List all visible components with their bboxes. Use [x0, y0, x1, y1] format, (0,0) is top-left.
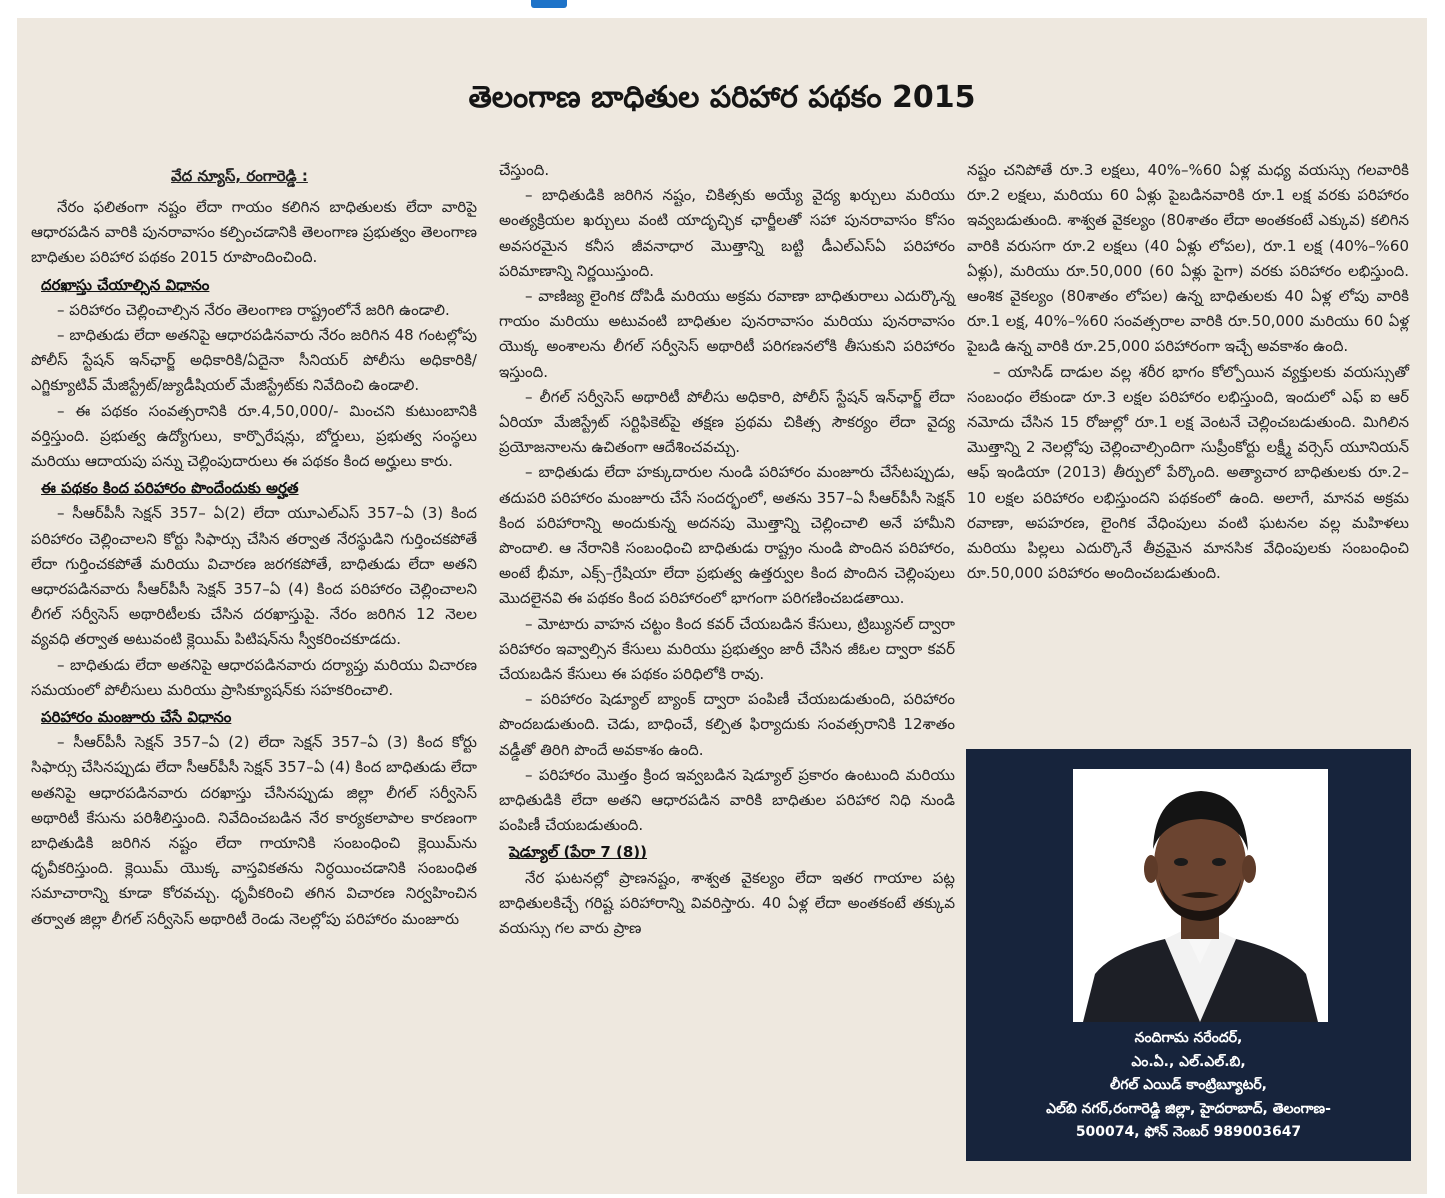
author-name: నందిగామ నరేందర్, [1134, 1030, 1243, 1046]
column-2-body [499, 158, 955, 941]
article-paragraph: – పరిహారం షెడ్యూల్ బ్యాంక్ ద్వారా పంపిణీ చేయబడుతుంది, పరిహారం పొందబడుతుంది. చెడు, బాధించే, కల్పిత ఫిర్యాదుకు సంవత్సరానికి 12శాతం వడ్డీతో తిరిగి పొందే అవకాశం ఉంది. [499, 690, 955, 759]
article-paragraph: – బాధితుడు లేదా అతనిపై ఆధారపడినవారు నేరం జరిగిన 48 గంటల్లోపు పోలీస్ స్టేషన్ ఇన్‌ఛార్జ్ అధికారికి/ఏదైనా సీనియర్ పోలీసు అధికారికి/ఎగ్జిక్యూటివ్ మేజిస్ట్రేట్/జ్యుడీషియల్ మేజిస్ట్రేట్‌కు నివేదించి ఉండాలి. [31, 326, 477, 395]
article-paragraph: – బాధితుడికి జరిగిన నష్టం, చికిత్సకు అయ్యే వైద్య ఖర్చులు మరియు అంత్యక్రియల ఖర్చులు వంటి యాదృచ్ఛిక ఛార్జీలతో సహా పునరావాసం కోసం అవసరమైన కనీస జీవనాధార మొత్తాన్ని బట్టి డీఎల్‌ఎస్ఏ పరిహారం పరిమాణాన్ని నిర్ణయిస్తుంది. [499, 186, 955, 280]
section-heading: షెడ్యూల్ (పేరా 7 (8)) [509, 843, 648, 862]
article-paragraph: – పరిహారం చెల్లించాల్సిన నేరం తెలంగాణ రాష్ట్రంలోనే జరిగి ఉండాలి. [57, 300, 450, 319]
article-column-3 [967, 158, 1409, 586]
author-portrait-drawing [1073, 769, 1328, 1022]
article-paragraph: – యాసిడ్ దాడుల వల్ల శరీర భాగం కోల్పోయిన వ్యక్తులకు వయస్సుతో సంబంధం లేకుండా రూ.3 లక్షల పరిహారం లభిస్తుంది, ఇందులో ఎఫ్ ఐ ఆర్ నమోదు చేసిన 15 రోజుల్లో రూ.1 లక్ష వెంటనే చెల్లించబడుతుంది. మిగిలిన మొత్తాన్ని 2 నెలల్లోపు చెల్లించాల్సిందిగా సుప్రీంకోర్టు లక్ష్మీ వర్సెస్ యూనియన్ ఆఫ్ ఇండియా (2013) తీర్పులో పేర్కొంది. అత్యాచార బాధితులకు రూ.2–10 లక్షల పరిహారం లభిస్తుందని పథకంలో ఉంది. అలాగే, మానవ అక్రమ రవాణా, అపహరణ, లైంగిక వేధింపులు వంటి ఘటనల వల్ల మహిళలు మరియు పిల్లలు ఎదుర్కొనే తీవ్రమైన మానసిక వేధింపులకు సంబంధించి రూ.50,000 పరిహారం అందించబడుతుంది. [967, 362, 1409, 583]
section-heading: ఈ పథకం కింద పరిహారం పొందేందుకు అర్హత [41, 479, 299, 498]
author-caption [966, 1027, 1411, 1145]
article-paragraph: – బాధితుడు లేదా అతనిపై ఆధారపడినవారు దర్యాప్తు మరియు విచారణ సమయంలో పోలీసులు మరియు ప్రాసిక్యూషన్‌కు సహకరించాలి. [31, 655, 477, 699]
newspaper-clipping [17, 18, 1427, 1194]
author-role: లీగల్ ఎయిడ్ కాంట్రిబ్యూటర్, [1110, 1077, 1267, 1093]
article-paragraph: – పరిహారం మొత్తం క్రింద ఇవ్వబడిన షెడ్యూల్ ప్రకారం ఉంటుంది మరియు బాధితుడికి లేదా అతని ఆధారపడిన వారికి బాధితుల పరిహార నిధి నుండి పంపిణీ చేయబడుతుంది. [499, 765, 955, 835]
column-1-body [31, 195, 477, 932]
author-degree: ఎం.ఏ., ఎల్.ఎల్.బి, [1131, 1053, 1246, 1070]
author-photo-panel [966, 749, 1411, 1161]
article-paragraph: నేర ఘటనల్లో ప్రాణనష్టం, శాశ్వత వైకల్యం లేదా ఇతర గాయాల పట్ల బాధితులకిచ్చే గరిష్ట పరిహారాన్ని వివరిస్తారు. 40 ఏళ్ల లేదా అంతకంటే తక్కువ వయస్సు గల వారు ప్రాణ [499, 868, 955, 938]
section-heading: దరఖాస్తు చేయాల్సిన విధానం [41, 275, 210, 294]
author-address: ఎల్‌బి నగర్,రంగారెడ్డి జిల్లా, హైదరాబాద్, తెలంగాణ- [1046, 1100, 1331, 1117]
article-paragraph: – సీఆర్‌పీసీ సెక్షన్ 357– ఏ(2) లేదా యూఎల్‌ఎస్ 357–ఏ (3) కింద పరిహారం చెల్లించాలని కోర్టు సిఫార్సు చేసిన తర్వాత నేరస్థుడిని గుర్తించకపోతే లేదా గుర్తించకపోతే మరియు విచారణ జరగకపోతే, బాధితుడు లేదా అతని ఆధారపడినవారు సీఆర్‌పీసీ సెక్షన్ 357–ఏ (4) కింద పరిహారం చెల్లించాలని లీగల్ సర్వీసెస్ అథారిటీలకు చేసిన దరఖాస్తుపై. నేరం జరిగిన 12 నెలల వ్యవధి తర్వాత అటువంటి క్లెయిమ్ పిటిషన్‌ను స్వీకరించకూడదు. [31, 504, 477, 649]
article-paragraph: – వాణిజ్య లైంగిక దోపిడీ మరియు అక్రమ రవాణా బాధితురాలు ఎదుర్కొన్న గాయం మరియు అటువంటి బాధితుల పునరావాసం మరియు పునరావాసం యొక్క అంశాలను లీగల్ సర్వీసెస్ అథారిటీ పరిగణనలోకి తీసుకుని పరిహారం ఇస్తుంది. [499, 287, 955, 381]
article-paragraph: – లీగల్ సర్వీసెస్ అథారిటీ పోలీసు అధికారి, పోలీస్ స్టేషన్ ఇన్‌ఛార్జ్ లేదా ఏరియా మేజిస్ట్రేట్ సర్టిఫికెట్‌పై తక్షణ ప్రథమ చికిత్స సౌకర్యం లేదా వైద్య ప్రయోజనాలను ఉచితంగా ఆదేశించవచ్చు. [499, 387, 955, 457]
article-headline: తెలంగాణ బాధితుల పరిహార పథకం 2015 [468, 80, 976, 115]
top-blue-marker [531, 0, 567, 8]
author-portrait [1073, 769, 1328, 1022]
author-contact: 500074, ఫోన్ నెంబర్ 989003647 [1075, 1124, 1302, 1140]
article-paragraph: – సీఆర్‌పీసీ సెక్షన్ 357–ఏ (2) లేదా సెక్షన్ 357–ఏ (3) కింద కోర్టు సిఫార్సు చేసినప్పుడు లేదా సీఆర్‌పీసీ సెక్షన్ 357–ఏ (4) కింద బాధితుడు లేదా అతనిపై ఆధారపడినవారు దరఖాస్తు చేసినప్పుడు జిల్లా లీగల్ సర్వీసెస్ అథారిటీ కేసును పరిశీలిస్తుంది. నివేదించబడిన నేర కార్యకలాపాల కారణంగా బాధితుడికి జరిగిన నష్టం లేదా గాయానికి సంబంధించి క్లెయిమ్‌ను ధృవీకరిస్తుంది. క్లెయిమ్ యొక్క వాస్తవికతను నిర్ధయించడానికి సంబంధిత సమాచారాన్ని కూడా కోరవచ్చు. ధృవీకరించి తగిన విచారణ నిర్వహించిన తర్వాత జిల్లా లీగల్ సర్వీసెస్ అథారిటీ రెండు నెలల్లోపు పరిహారం మంజూరు [31, 733, 477, 928]
article-paragraph: నేరం ఫలితంగా నష్టం లేదా గాయం కలిగిన బాధితులకు లేదా వారిపై ఆధారపడిన వారికి పునరావాసం కల్పించడానికి తెలంగాణ ప్రభుత్వం తెలంగాణ బాధితుల పరిహార పథకం 2015 రూపొందించింది. [31, 198, 477, 267]
article-paragraph: – ఈ పథకం సంవత్సరానికి రూ.4,50,000/- మించని కుటుంబానికి వర్తిస్తుంది. ప్రభుత్వ ఉద్యోగులు, కార్పొరేషన్లు, బోర్డులు, ప్రభుత్వ సంస్థలు మరియు ఆదాయపు పన్ను చెల్లింపుదారులు ఈ పథకం కింద అర్హులు కారు. [31, 401, 477, 471]
article-column-1 [31, 164, 477, 932]
article-paragraph: – బాధితుడు లేదా హక్కుదారుల నుండి పరిహారం మంజూరు చేసేటప్పుడు, తదుపరి పరిహారం మంజూరు చేసే సందర్భంలో, అతను 357–ఏ సీఆర్‌పీసీ సెక్షన్ కింద పరిహారాన్ని అందుకున్న అదనపు మొత్తాన్ని చెల్లించాలి అనే హామీని పొందాలి. ఆ నేరానికి సంబంధించి బాధితుడు రాష్ట్రం నుండి పొందిన పరిహారం, అంటే భీమా, ఎక్స్‌–గ్రేషియా లేదా ప్రభుత్వ ఉత్తర్వుల కింద పొందిన చెల్లింపులు మొదలైనవి ఈ పథకం కింద పరిహారంలో భాగంగా పరిగణించబడతాయి. [499, 463, 955, 608]
article-paragraph: నష్టం చనిపోతే రూ.3 లక్షలు, 40%–%60 ఏళ్ల మధ్య వయస్సు గలవారికి రూ.2 లక్షలు, మరియు 60 ఏళ్లు పైబడినవారికి రూ.1 లక్ష వరకు పరిహారం ఇవ్వబడుతుంది. శాశ్వత వైకల్యం (80శాతం లేదా అంతకంటే ఎక్కువ) కలిగిన వారికి వరుసగా రూ.2 లక్షలు (40 ఏళ్లు లోపల), రూ.1 లక్ష (40%–%60 ఏళ్లు), మరియు రూ.50,000 (60 ఏళ్లు పైగా) వరకు పరిహారం లభిస్తుంది. ఆంశిక వైకల్యం (80శాతం లోపల) ఉన్న బాధితులకు 40 ఏళ్ల లోపు వారికి రూ.1 లక్ష, 40%–%60 సంవత్సరాల వారికి రూ.50,000 మరియు 60 ఏళ్ల పైబడి ఉన్న వారికి రూ.25,000 పరిహారంగా ఇచ్చే అవకాశం ఉంది. [967, 161, 1409, 356]
article-column-2 [499, 158, 955, 941]
article-paragraph: చేస్తుంది. [499, 161, 550, 179]
byline: వేద న్యూస్, రంగారెడ్డి : [171, 167, 308, 185]
column-3-body [967, 158, 1409, 586]
section-heading: పరిహారం మంజూరు చేసే విధానం [41, 708, 232, 727]
article-paragraph: – మోటారు వాహన చట్టం కింద కవర్ చేయబడిన కేసులు, ట్రిబ్యునల్ ద్వారా పరిహారం ఇవ్వాల్సిన కేసులు మరియు ప్రభుత్వం జారీ చేసిన జీఓల ద్వారా కవర్ చేయబడిన కేసులు ఈ పథకం పరిధిలోకి రావు. [499, 614, 955, 684]
